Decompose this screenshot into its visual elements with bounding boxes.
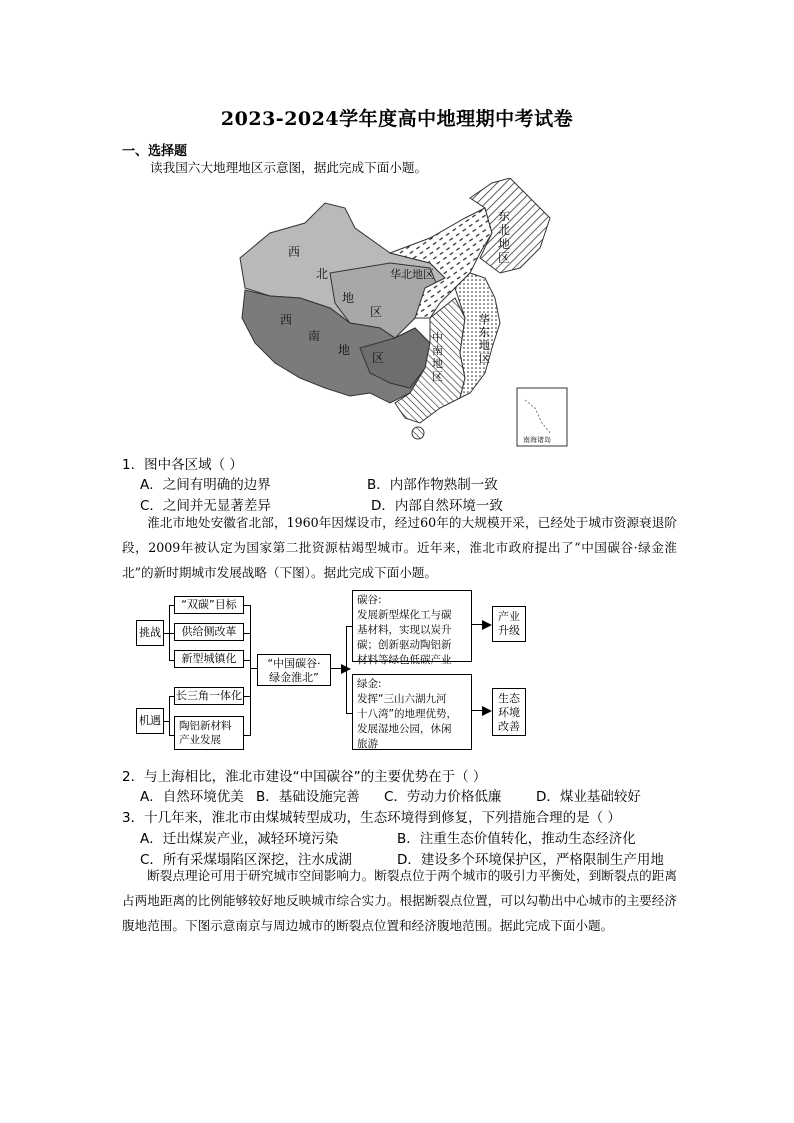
q3-option-a[interactable]: A．迁出煤炭产业，减轻环境污染: [140, 831, 339, 847]
label-cs-4: 区: [432, 370, 443, 383]
diagram-r2-line3: 改善: [498, 720, 520, 733]
passage-huaibei: 淮北市地处安徽省北部，1960年因煤设市，经过60年的大规模开采，已经处于城市资源衰退阶段，2009年被认定为国家第二批资源枯竭型城市。近年来，淮北市政府提出了“中国碳谷·绿金淮北”的新时期城市发展战略（下图）。据此完成下面小题。: [122, 515, 677, 580]
diagram-opportunity: 机遇: [136, 708, 164, 734]
diagram-center-line2: 绿金淮北”: [269, 671, 319, 684]
label-nw-4: 区: [370, 305, 383, 319]
arrow-upgrade-icon: [482, 620, 492, 630]
diagram-r2-line2: 环境: [498, 706, 520, 719]
label-ne-1: 东: [498, 209, 511, 223]
section-heading: 一、选择题: [122, 144, 188, 159]
q1-option-c[interactable]: C．之间并无显著差异: [140, 498, 271, 514]
diagram-carbon-line3: 碳；创新驱动陶铝新: [357, 639, 452, 651]
q1-option-b[interactable]: B．内部作物熟制一致: [367, 477, 498, 493]
diagram-o2-line2: 产业发展: [179, 734, 221, 746]
q1-option-d[interactable]: D．内部自然环境一致: [371, 498, 503, 514]
passage-breakpoint: 断裂点理论可用于研究城市空间影响力。断裂点位于两个城市的吸引力平衡处，到断裂点的距离占两地距离的比例能够较好地反映城市综合实力。根据断裂点位置，可以勾勒出中心城市的主要经济腹地范围。下图示意南京与周边城市的断裂点位置和经济腹地范围。据此完成下面小题。: [122, 868, 677, 933]
label-ec-4: 区: [479, 352, 490, 365]
q2-option-a[interactable]: A．自然环境优美: [140, 789, 244, 805]
label-ec-2: 东: [479, 326, 490, 339]
label-ne-4: 区: [498, 251, 511, 265]
diagram-o2: [174, 716, 244, 750]
diagram-c1: “双碳”目标: [174, 596, 244, 614]
q2-option-d[interactable]: D．煤业基础较好: [536, 789, 641, 805]
diagram-green-line4: 旅游: [357, 738, 378, 750]
strategy-diagram: [132, 588, 532, 754]
label-nw-3: 地: [342, 291, 355, 305]
china-regions-map: [230, 178, 570, 448]
label-nw-2: 北: [316, 267, 329, 281]
diagram-carbon-title: 碳谷:: [357, 594, 382, 606]
q2-option-b[interactable]: B．基础设施完善: [256, 789, 360, 805]
label-sw-4: 区: [372, 351, 385, 365]
label-ec-3: 地: [479, 339, 490, 352]
diagram-c3: 新型城镇化: [174, 650, 244, 668]
diagram-r1-line2: 升级: [498, 624, 520, 637]
label-ec-1: 华: [479, 313, 490, 326]
diagram-carbon-line2: 基材料，实现以炭升: [357, 624, 452, 636]
q1-option-a[interactable]: A．之间有明确的边界: [140, 477, 271, 493]
diagram-result-eco: [492, 688, 526, 736]
diagram-green-box: [352, 674, 472, 750]
q3-option-c[interactable]: C．所有采煤塌陷区深挖，注水成湖: [140, 852, 352, 868]
diagram-o1: 长三角一体化: [174, 687, 244, 705]
label-nw-1: 西: [288, 245, 301, 259]
diagram-c2: 供给侧改革: [174, 623, 244, 641]
label-north-china: 华北地区: [390, 268, 434, 281]
page-title: 2023-2024学年度高中地理期中考试卷: [220, 108, 574, 130]
diagram-center-line1: “中国碳谷·: [267, 657, 321, 670]
diagram-carbon-line1: 发展新型煤化工与碳: [357, 609, 452, 621]
diagram-green-line1: 发挥“三山六湖九河: [357, 693, 447, 705]
q3-option-b[interactable]: B．注重生态价值转化，推动生态经济化: [397, 831, 636, 847]
diagram-r1-line1: 产业: [498, 610, 520, 623]
label-cs-1: 中: [432, 331, 443, 344]
diagram-green-line3: 发展湿地公园，休闲: [357, 723, 452, 735]
label-ne-3: 地: [498, 237, 511, 251]
q1-stem: 1．图中各区域（ ）: [122, 457, 243, 473]
diagram-o2-line1: 陶铝新材料: [179, 720, 232, 732]
arrow-eco-icon: [482, 706, 492, 716]
label-ne-2: 北: [498, 223, 511, 237]
diagram-challenge: 挑战: [136, 620, 164, 646]
label-sw-2: 南: [308, 329, 321, 343]
diagram-carbon-line4: 材料等绿色低碳产业: [357, 654, 452, 666]
diagram-center: [257, 654, 331, 686]
diagram-green-title: 绿金:: [357, 678, 382, 690]
q3-option-d[interactable]: D．建设多个环境保护区，严格限制生产用地: [397, 852, 664, 868]
diagram-r2-line1: 生态: [498, 692, 520, 705]
diagram-result-upgrade: [492, 606, 526, 642]
label-cs-2: 南: [432, 344, 443, 357]
label-sw-3: 地: [338, 343, 351, 357]
q2-option-c[interactable]: C．劳动力价格低廉: [384, 789, 502, 805]
label-cs-3: 地: [432, 357, 443, 370]
diagram-green-line2: 十八湾”的地理优势，: [357, 708, 457, 720]
label-sw-1: 西: [280, 313, 293, 327]
q3-stem: 3．十几年来，淮北市由煤城转型成功，生态环境得到修复，下列措施合理的是（ ）: [122, 810, 621, 826]
diagram-carbon-box: [352, 590, 472, 666]
label-inset: 南海诸岛: [523, 436, 551, 444]
q2-stem: 2．与上海相比，淮北市建设“中国碳谷”的主要优势在于（ ）: [122, 769, 487, 785]
intro-text: 读我国六大地理地区示意图，据此完成下面小题。: [150, 160, 428, 175]
